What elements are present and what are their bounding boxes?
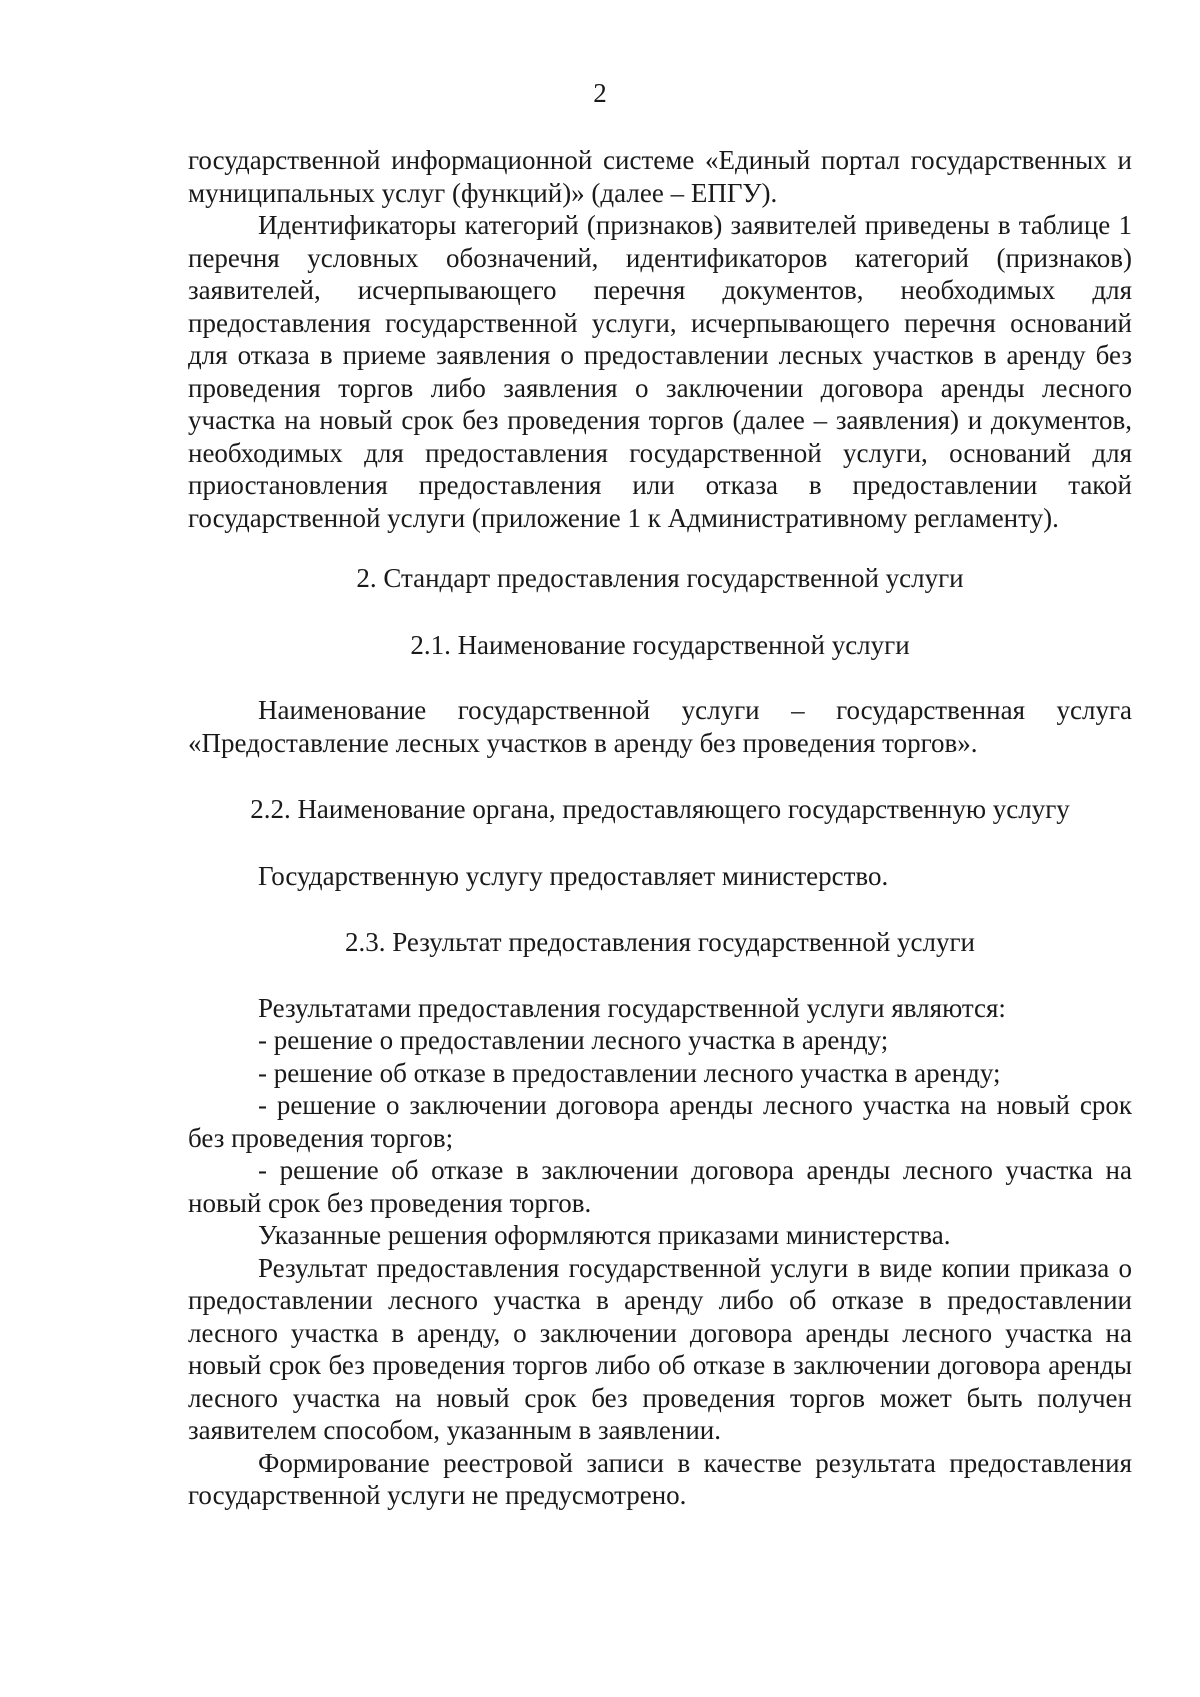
- section-2-heading: 2. Стандарт предоставления государственной услуги: [356, 563, 964, 593]
- section-2-1-text: Наименование государственной услуги – государственная услуга «Предоставление лесных участков в аренду без проведения торгов».: [188, 695, 1132, 758]
- section-2-3-intro: Результатами предоставления государственной услуги являются:: [258, 992, 1006, 1023]
- page-number: 2: [593, 78, 607, 108]
- result-list-item: - решение об отказе в заключении договора аренды лесного участка на новый срок без проведения торгов.: [188, 1155, 1132, 1218]
- paragraph-identifiers: Идентификаторы категорий (признаков) заявителей приведены в таблице 1 перечня условных обозначений, идентификаторов категорий (признаков) заявителей, исчерпывающего перечня документов, необходимых для предоставления государственной услуги, исчерпывающего перечня оснований для отказа в приеме заявления о предоставлении лесных участков в аренду без проведения торгов либо заявления о заключении договора аренды лесного участка на новый срок без проведения торгов (далее – заявления) и документов, необходимых для предоставления государственной услуги, оснований для приостановления предоставления или отказа в предоставлении такой государственной услуги (приложение 1 к Административному регламенту).: [188, 210, 1132, 533]
- section-2-3-heading: 2.3. Результат предоставления государственной услуги: [344, 927, 976, 957]
- result-list-item: - решение о предоставлении лесного участка в аренду;: [258, 1025, 889, 1055]
- result-list-item: - решение об отказе в предоставлении лесного участка в аренду;: [258, 1057, 1001, 1088]
- section-2-2-text: Государственную услугу предоставляет министерство.: [258, 860, 889, 891]
- section-2-3-registry: Формирование реестровой записи в качестве результата предоставления государственной услуги не предусмотрено.: [188, 1447, 1132, 1510]
- paragraph-intro-continuation: государственной информационной системе «Единый портал государственных и муниципальных услуг (функций)» (далее – ЕПГУ).: [188, 145, 1132, 208]
- section-2-2-heading: 2.2. Наименование органа, предоставляющего государственную услугу: [250, 794, 1070, 824]
- document-body: [188, 144, 1132, 1512]
- section-2-1-heading: 2.1. Наименование государственной услуги: [410, 629, 910, 660]
- section-2-3-result: Результат предоставления государственной услуги в виде копии приказа о предоставлении лесного участка в аренду либо об отказе в предоставлении лесного участка в аренду, о заключении договора аренды лесного участка на новый срок без проведения торгов либо об отказе в заключении договора аренды лесного участка на новый срок без проведения торгов может быть получен заявителем способом, указанным в заявлении.: [188, 1252, 1132, 1445]
- section-2-3-orders: Указанные решения оформляются приказами министерства.: [258, 1220, 951, 1250]
- result-list-item: - решение о заключении договора аренды лесного участка на новый срок без проведения торгов;: [188, 1090, 1132, 1153]
